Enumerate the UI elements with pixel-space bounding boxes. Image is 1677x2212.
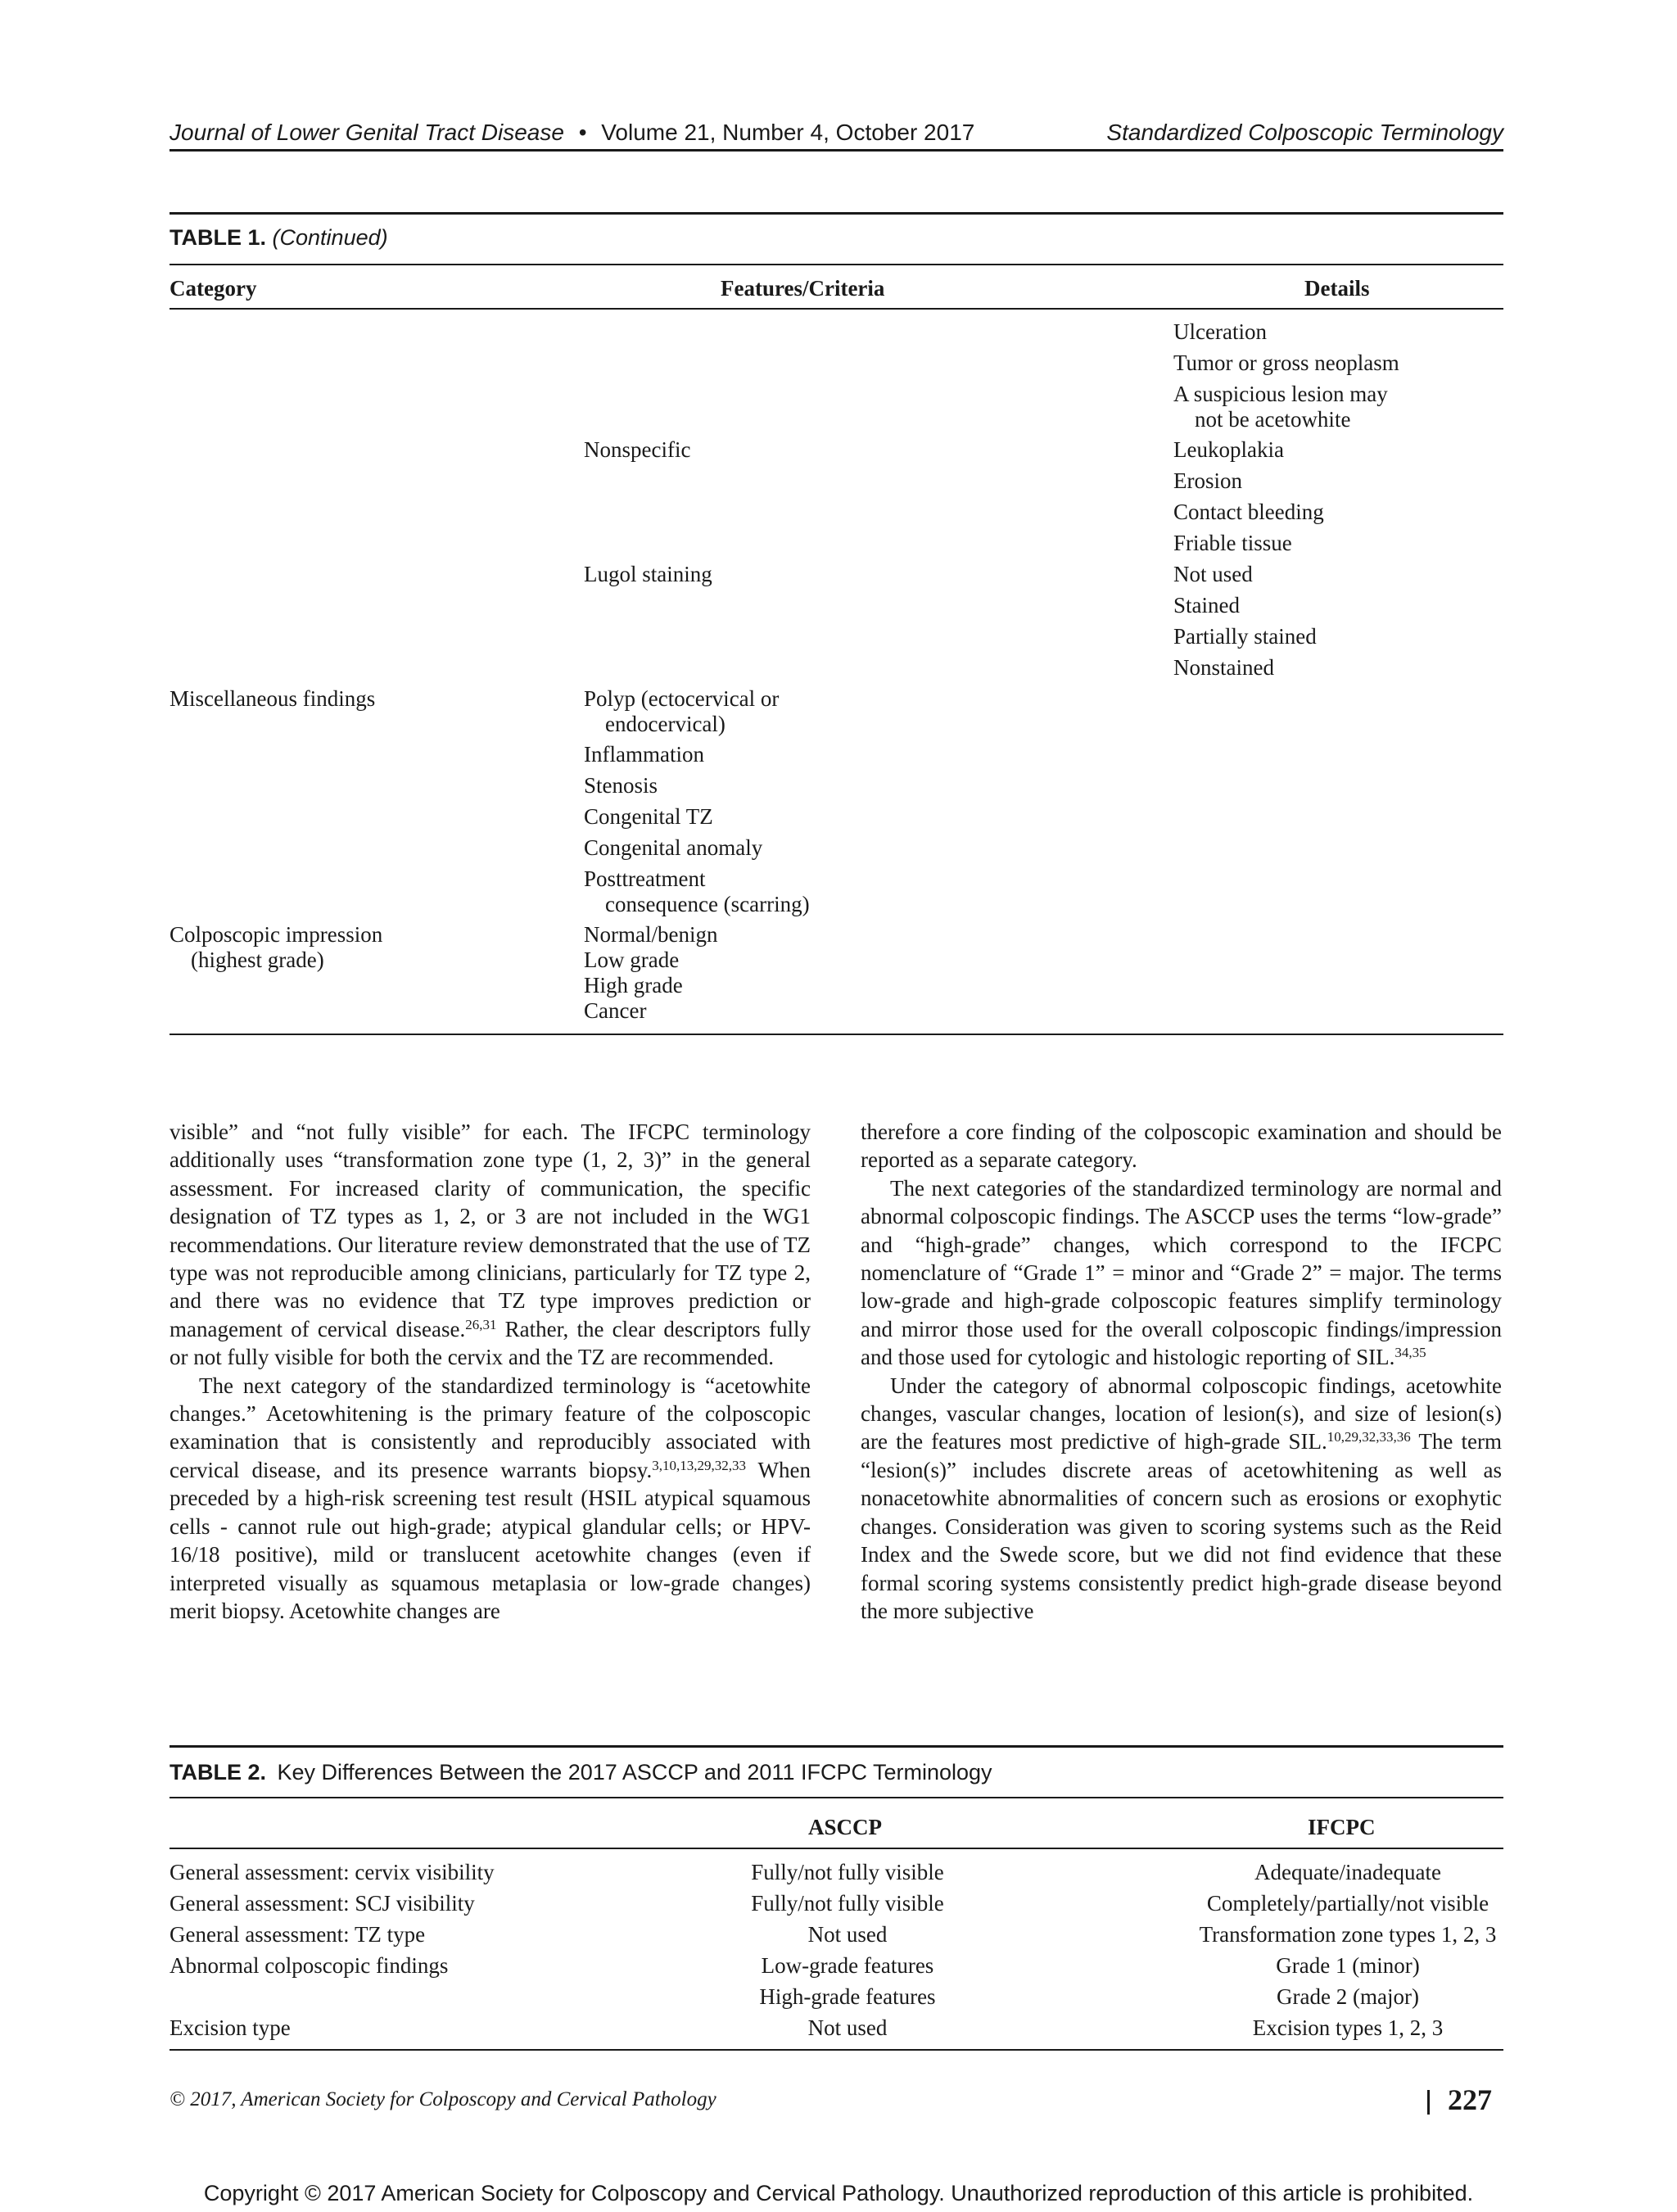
issue-info: Volume 21, Number 4, October 2017 <box>601 120 975 145</box>
right-paragraph-2 <box>861 1174 1502 1372</box>
table1-detail-erosion: Erosion <box>1173 468 1242 493</box>
table1-detail-ulceration: Ulceration <box>1173 319 1267 344</box>
table1-detail-not-used: Not used <box>1173 562 1253 586</box>
table2-row-asccp: Fully/not fully visible <box>751 1891 944 1916</box>
body-left-column <box>170 1118 811 1625</box>
right-p2-text: The next categories of the standardized terminology are normal and abnormal colposcopic findings. The ASCCP uses the terms “low-grade” and “high-grade” changes, which correspond to the IFCPC nomenclature of “Grade 1” = minor and “Grade 2” = major. The terms low-grade and high-grade colposcopic features simplify terminology and mirror those used for the overall colposcopic findings/impression and those used for cytologic and histologic reporting of SIL. <box>861 1175 1502 1370</box>
table1-top-rule <box>170 212 1503 215</box>
table1-category-impression-1: Colposcopic impression <box>170 922 383 947</box>
table1-misc-posttreatment-1: Posttreatment <box>584 866 706 891</box>
table2-label: TABLE 2. <box>170 1760 267 1785</box>
table2-bottom-rule <box>170 2049 1503 2051</box>
table1-bottom-rule <box>170 1034 1503 1035</box>
table2-row-label: General assessment: cervix visibility <box>170 1860 495 1884</box>
table1-detail-friable-tissue: Friable tissue <box>1173 531 1292 555</box>
table2-header-ifcpc: IFCPC <box>1308 1815 1376 1839</box>
page-number: 227 <box>1448 2083 1492 2116</box>
table1-header-features: Features/Criteria <box>721 276 885 301</box>
table2-title: Key Differences Between the 2017 ASCCP and 2011 IFCPC Terminology <box>277 1760 992 1785</box>
right-p3-text: Under the category of abnormal colposcopic findings, acetowhite changes, vascular changes, location of lesion(s), and size of lesion(s) are the features most predictive of high-grade SIL. <box>861 1373 1502 1454</box>
footer-copyright-society: © 2017, American Society for Colposcopy and Cervical Pathology <box>170 2088 716 2110</box>
table1-feature-lugol: Lugol staining <box>584 562 712 586</box>
table1-misc-congenital-anomaly: Congenital anomaly <box>584 835 763 860</box>
table2-row-label: Abnormal colposcopic findings <box>170 1953 449 1978</box>
running-header <box>170 116 1503 149</box>
table1-caption-rule <box>170 264 1503 265</box>
table1-detail-stained: Stained <box>1173 593 1240 617</box>
table2-row-ifcpc: Completely/partially/not visible <box>1206 1891 1489 1916</box>
table1-label: TABLE 1. <box>170 225 267 250</box>
table1-feature-nonspecific: Nonspecific <box>584 437 691 462</box>
table1-misc-polyp-1: Polyp (ectocervical or <box>584 686 780 711</box>
table2-header-asccp: ASCCP <box>808 1815 883 1839</box>
left-p1-ref: 26,31 <box>465 1316 497 1332</box>
table1-impression-normal: Normal/benign <box>584 922 718 947</box>
table1-category-impression-2: (highest grade) <box>191 948 324 972</box>
table2-row-ifcpc: Transformation zone types 1, 2, 3 <box>1199 1922 1497 1947</box>
table1-detail-suspicious-1: A suspicious lesion may <box>1173 382 1388 406</box>
table1-detail-suspicious-2: not be acetowhite <box>1195 407 1351 432</box>
table1-header-rule <box>170 308 1503 310</box>
table2-row-asccp: Not used <box>807 2015 888 2040</box>
right-paragraph-1: therefore a core finding of the colposcopic examination and should be reported as a separate category. <box>861 1120 1502 1173</box>
running-title: Standardized Colposcopic Terminology <box>1106 120 1503 145</box>
table1-detail-leukoplakia: Leukoplakia <box>1173 437 1284 462</box>
table1-continued: (Continued) <box>272 225 388 250</box>
table1-misc-posttreatment-2: consequence (scarring) <box>605 892 810 916</box>
right-paragraph-3 <box>861 1372 1502 1626</box>
table2-row-ifcpc: Grade 2 (major) <box>1277 1984 1419 2009</box>
journal-name: Journal of Lower Genital Tract Disease <box>170 120 564 145</box>
table2-header-rule <box>170 1848 1503 1849</box>
table2-row-label: Excision type <box>170 2015 291 2040</box>
left-paragraph-1 <box>170 1118 811 1372</box>
left-p1-text: visible” and “not fully visible” for each. The IFCPC terminology additionally uses “transformation zone type (1, 2, 3)” in the general assessment. For increased clarity of communication, the specific designation of TZ types as 1, 2, or 3 are not included in the WG1 recommendations. Our literature review demonstrated that the use of TZ type was not reproducible among clinicians, particularly for TZ type 2, and there was no evidence that TZ type improves prediction or management of cervical disease. <box>170 1120 811 1341</box>
footer-divider <box>1427 2090 1430 2115</box>
table1-header-category: Category <box>170 276 257 301</box>
table2-row-asccp: Low-grade features <box>761 1953 934 1978</box>
table2-caption-rule <box>170 1797 1503 1798</box>
right-p3-ref: 10,29,32,33,36 <box>1327 1429 1411 1445</box>
table2-caption <box>170 1760 992 1785</box>
table1-misc-polyp-2: endocervical) <box>605 712 725 736</box>
left-p1-tail: Rather, the clear descriptors fully or not fully visible for both the cervix and the TZ are recommended. <box>170 1316 811 1370</box>
copyright-notice: Copyright © 2017 American Society for Colposcopy and Cervical Pathology. Unauthorized reproduction of this article is prohibited. <box>203 2181 1474 2205</box>
table2-row-label: General assessment: SCJ visibility <box>170 1891 475 1916</box>
table1-misc-congenital-tz: Congenital TZ <box>584 804 713 829</box>
table1-impression-low: Low grade <box>584 948 680 972</box>
table1-misc-stenosis: Stenosis <box>584 773 658 798</box>
table1-detail-contact-bleeding: Contact bleeding <box>1173 500 1324 524</box>
table2-row-ifcpc: Adequate/inadequate <box>1254 1860 1441 1884</box>
left-p2-text: The next category of the standardized terminology is “acetowhite changes.” Acetowhitening is the primary feature of the colposcopic examination that is consistently and reproducibly associated with cervical disease, and its presence warrants biopsy. <box>170 1373 811 1482</box>
table1-caption <box>170 225 388 251</box>
header-bullet: • <box>578 120 587 145</box>
table2-row-asccp: High-grade features <box>759 1984 936 2009</box>
table2-row-asccp: Not used <box>807 1922 888 1947</box>
table1-detail-partially-stained: Partially stained <box>1173 624 1317 649</box>
table2-row-asccp: Fully/not fully visible <box>751 1860 944 1884</box>
table1-header-details: Details <box>1304 276 1370 301</box>
table2-row-label: General assessment: TZ type <box>170 1922 426 1947</box>
table1-detail-tumor: Tumor or gross neoplasm <box>1173 351 1399 375</box>
table1-detail-nonstained: Nonstained <box>1173 655 1274 680</box>
body-right-column <box>861 1118 1502 1625</box>
table2-top-rule <box>170 1745 1503 1748</box>
left-paragraph-2 <box>170 1372 811 1626</box>
table1-impression-cancer: Cancer <box>584 998 647 1023</box>
table1-misc-inflammation: Inflammation <box>584 742 704 767</box>
left-p2-ref: 3,10,13,29,32,33 <box>652 1457 746 1473</box>
journal-info <box>170 120 974 146</box>
right-p2-ref: 34,35 <box>1394 1345 1426 1361</box>
left-p2-tail: When preceded by a high-risk screening test result (HSIL atypical squamous cells - cannot rule out high-grade; atypical glandular cells; or HPV-16/18 positive), mild or translucent acetowhite changes (even if interpreted visually as squamous metaplasia or low-grade changes) merit biopsy. Acetowhite changes are <box>170 1457 811 1623</box>
right-p3-tail: The term “lesion(s)” includes discrete areas of acetowhitening as well as nonacetowhite abnormalities of concern such as erosions or exophytic changes. Consideration was given to scoring systems such as the Reid Index and the Swede score, but we did not find evidence that these formal scoring systems consistently predict high-grade disease beyond the more subjective <box>861 1429 1502 1623</box>
table1-impression-high: High grade <box>584 973 683 997</box>
header-rule <box>170 149 1503 152</box>
table2-row-ifcpc: Excision types 1, 2, 3 <box>1252 2015 1444 2040</box>
table1-category-misc: Miscellaneous findings <box>170 686 376 711</box>
table2-row-ifcpc: Grade 1 (minor) <box>1276 1953 1420 1978</box>
